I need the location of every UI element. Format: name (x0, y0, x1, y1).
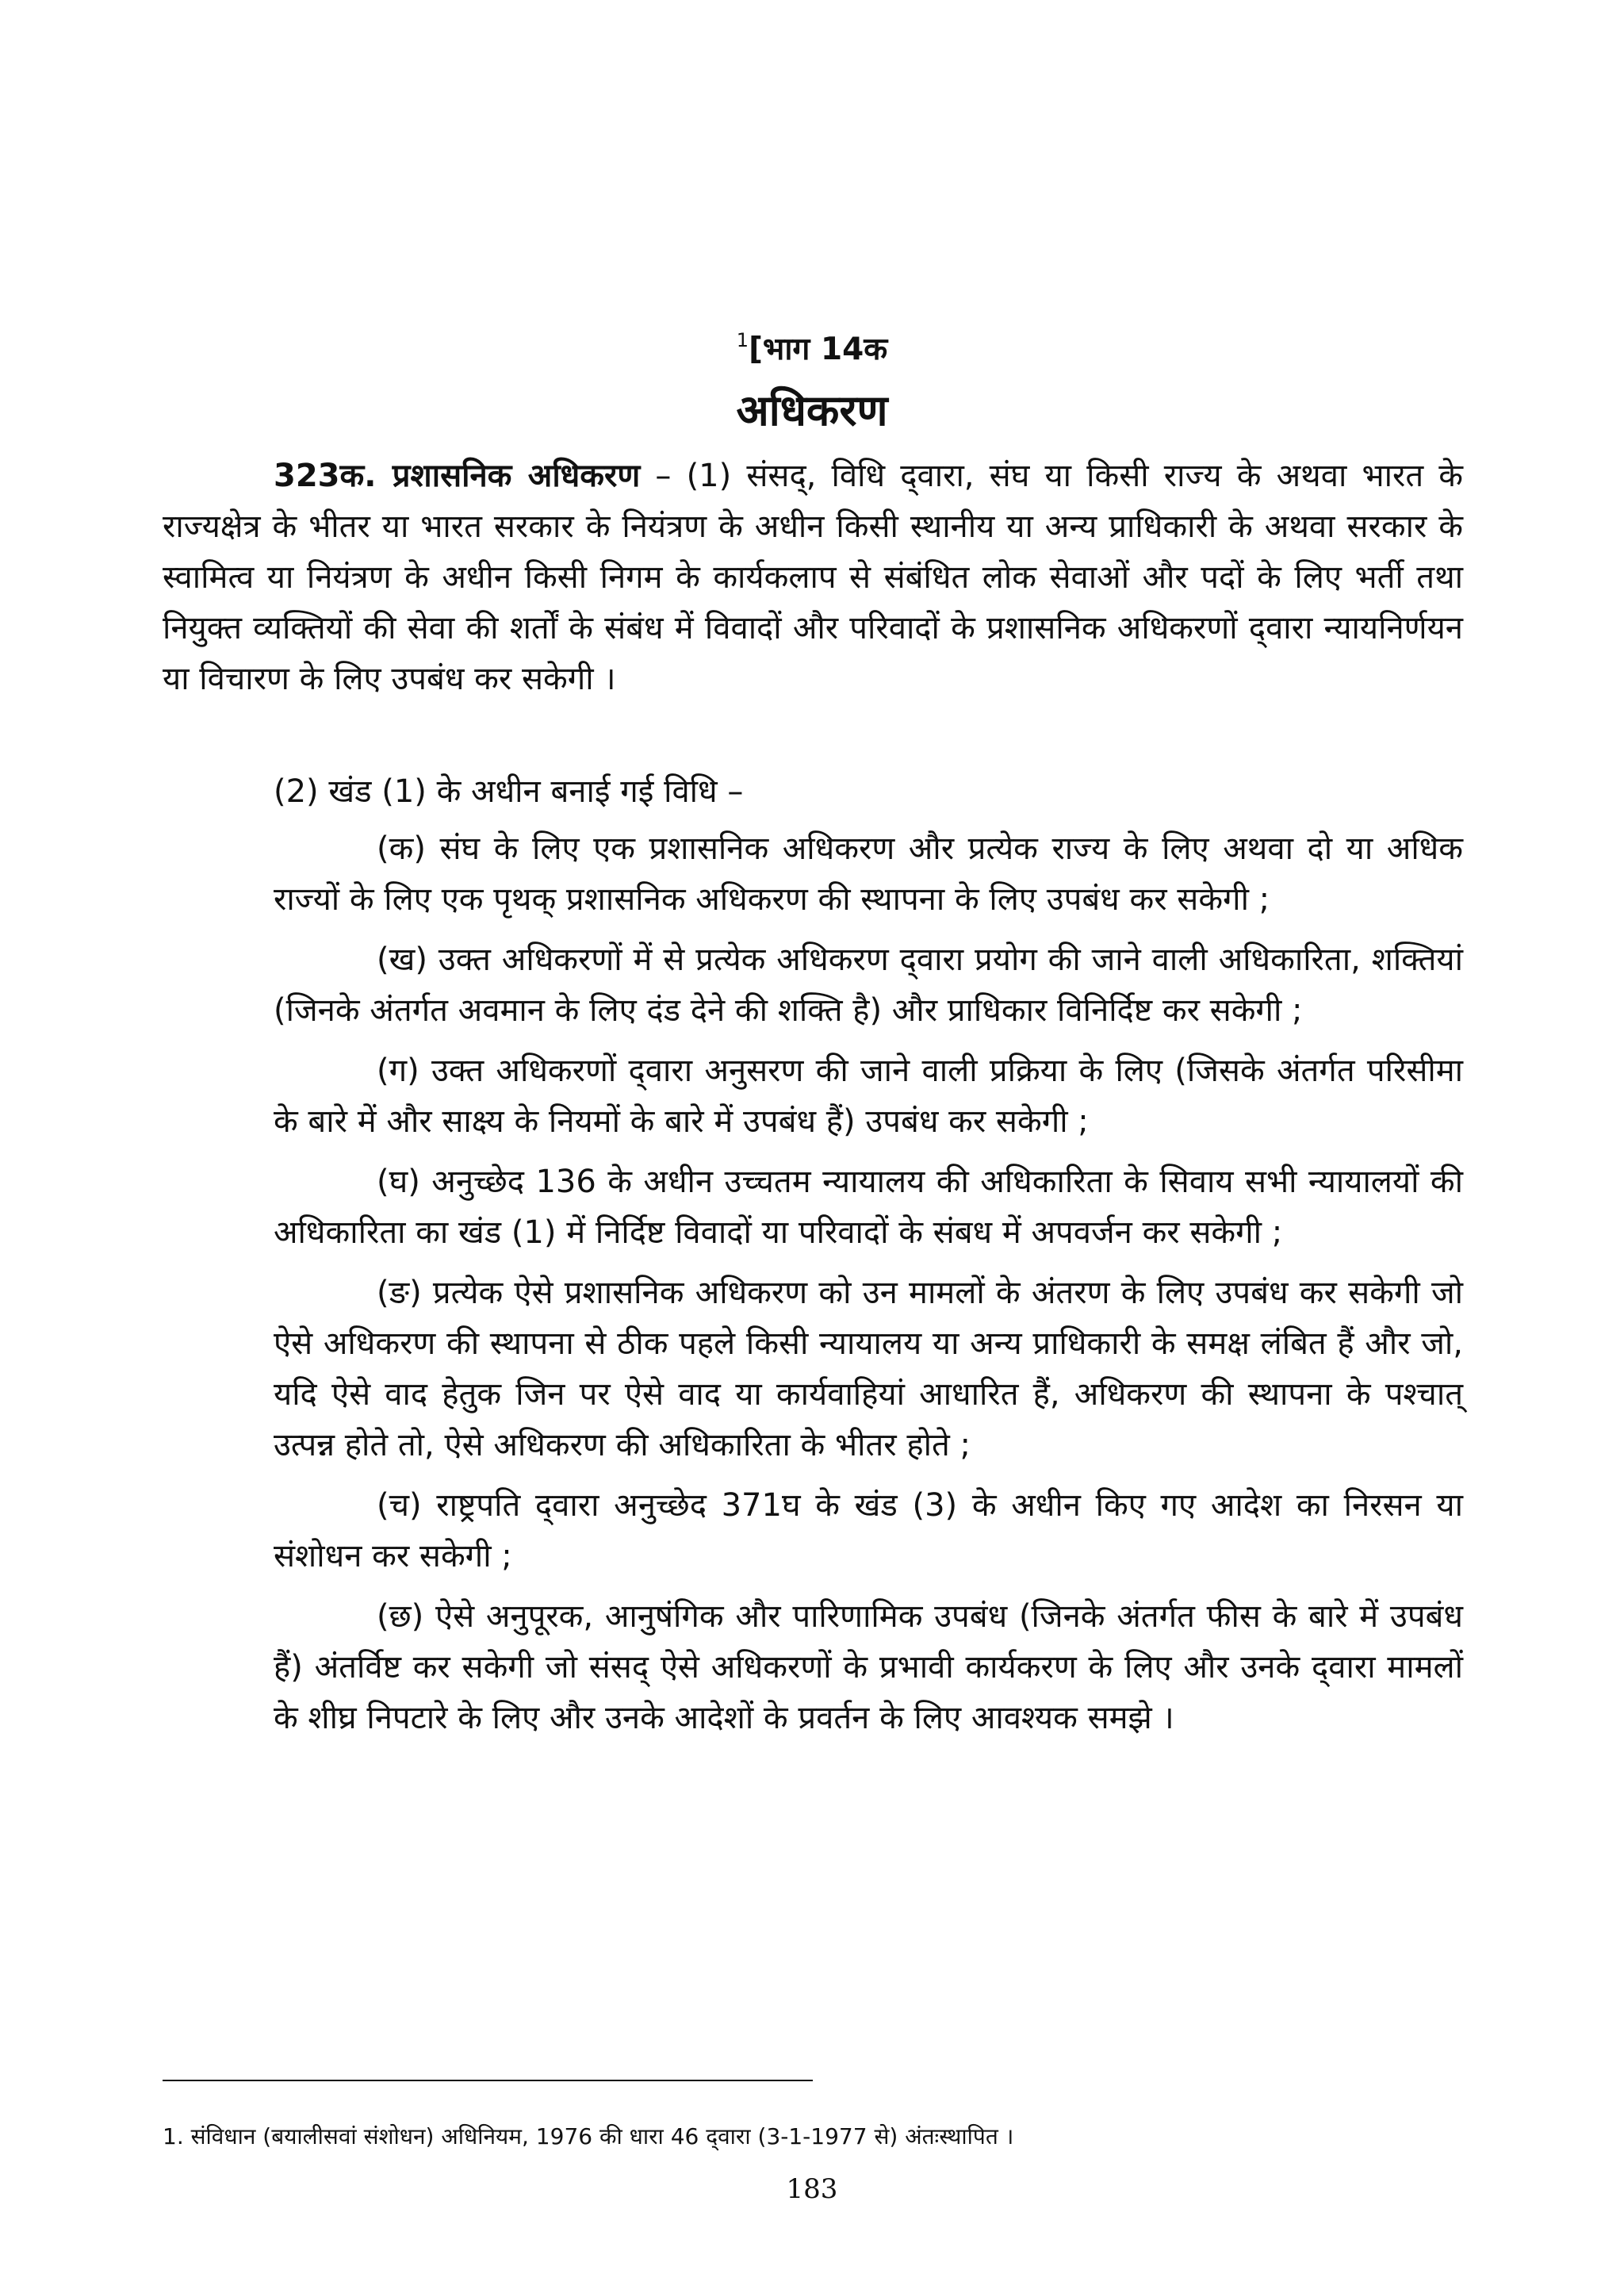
page-number: 183 (786, 2173, 838, 2205)
subclause-kha: (ख) उक्त अधिकरणों में से प्रत्येक अधिकरण द्‍वारा प्रयोग की जाने वाली अधिकारिता, शक्तियां (जिनके अंतर्गत अवमान के लिए दंड देने की शक्ति है) और प्राधिकार विनिर्दिष्ट कर सकेगी ; (274, 941, 1463, 1029)
clause-2-text: (2) खंड (1) के अधीन बनाई गई विधि – (274, 773, 744, 810)
footnote-divider (163, 2080, 813, 2081)
subclause-cha: (च) राष्ट्रपति द्‍वारा अनुच्छेद 371घ के खंड (3) के अधीन किए गए आदेश का निरसन या संशोधन कर सकेगी ; (274, 1487, 1463, 1574)
subclause-gha: (घ) अनुच्छेद 136 के अधीन उच्चतम न्यायालय की अधिकारिता के सिवाय सभी न्यायालयों की अधिकारिता का खंड (1) में निर्दिष्ट विवादों या परिवादों के संबध में अपवर्जन कर सकेगी ; (274, 1164, 1463, 1251)
footnote-marker: 1 (736, 329, 749, 351)
subclause-ka: (क) संघ के लिए एक प्रशासनिक अधिकरण और प्रत्येक राज्य के लिए अथवा दो या अधिक राज्यों के लिए एक पृथक् प्रशासनिक अधिकरण की स्थापना के लिए उपबंध कर सकेगी ; (274, 830, 1463, 918)
part-heading (0, 327, 1624, 369)
subclause-ga: (ग) उक्त अधिकरणों द्‍वारा अनुसरण की जाने वाली प्रक्रिया के लिए (जिसके अंतर्गत परिसीमा के बारे में और साक्ष्य के नियमों के बारे में उपबंध हैं) उपबंध कर सकेगी ; (274, 1053, 1463, 1140)
subclause-chha: (छ) ऐसे अनुपूरक, आनुषंगिक और पारिणामिक उपबंध (जिनके अंतर्गत फीस के बारे में उपबंध हैं) अंतर्विष्ट कर सकेगी जो संसद् ऐसे अधिकरणों के प्रभावी कार्यकरण के लिए और उनके द्‍वारा मामलों के शीघ्र निपटारे के लिए और उनके आदेशों के प्रवर्तन के लिए आवश्यक समझे । (274, 1598, 1463, 1736)
article-clause-1 (163, 451, 1463, 704)
subclause-nga: (ङ) प्रत्येक ऐसे प्रशासनिक अधिकरण को उन मामलों के अंतरण के लिए उपबंध कर सकेगी जो ऐसे अधिकरण की स्थापना से ठीक पहले किसी न्यायालय या अन्य प्राधिकारी के समक्ष लंबित हैं और जो, यदि ऐसे वाद हेतुक जिन पर ऐसे वाद या कार्यवाहियां आधारित हैं, अधिकरण की स्थापना के पश्चात् उत्पन्न होते तो, ऐसे अधिकरण की अधिकारिता के भीतर होते ; (274, 1275, 1463, 1463)
article-clause-2 (163, 766, 1463, 817)
footnote: 1. संविधान (बयालीसवां संशोधन) अधिनियम, 1976 की धारा 46 द्‍वारा (3-1-1977 से) अंतःस्थापित । (163, 2123, 1014, 2149)
page-title: अधिकरण (736, 385, 888, 435)
article-heading: 323क. प्रशासनिक अधिकरण (274, 458, 641, 494)
part-label: [भाग 14क (749, 332, 888, 367)
clause-1-text: – (1) संसद्, विधि द्‍वारा, संघ या किसी राज्य के अथवा भारत के राज्यक्षेत्र के भीतर या भारत सरकार के नियंत्रण के अधीन किसी स्थानीय या अन्य प्राधिकारी के अथवा सरकार के स्वामित्व या नियंत्रण के अधीन किसी निगम के कार्यकलाप से संबंधित लोक सेवाओं और पदों के लिए भर्ती तथा नियुक्त व्यक्तियों की सेवा की शर्तों के संबंध में विवादों और परिवादों के प्रशासनिक अधिकरणों द्‍वारा न्यायनिर्णयन या विचारण के लिए उपबंध कर सकेगी । (163, 458, 1463, 697)
subclause-list (274, 823, 1463, 1753)
